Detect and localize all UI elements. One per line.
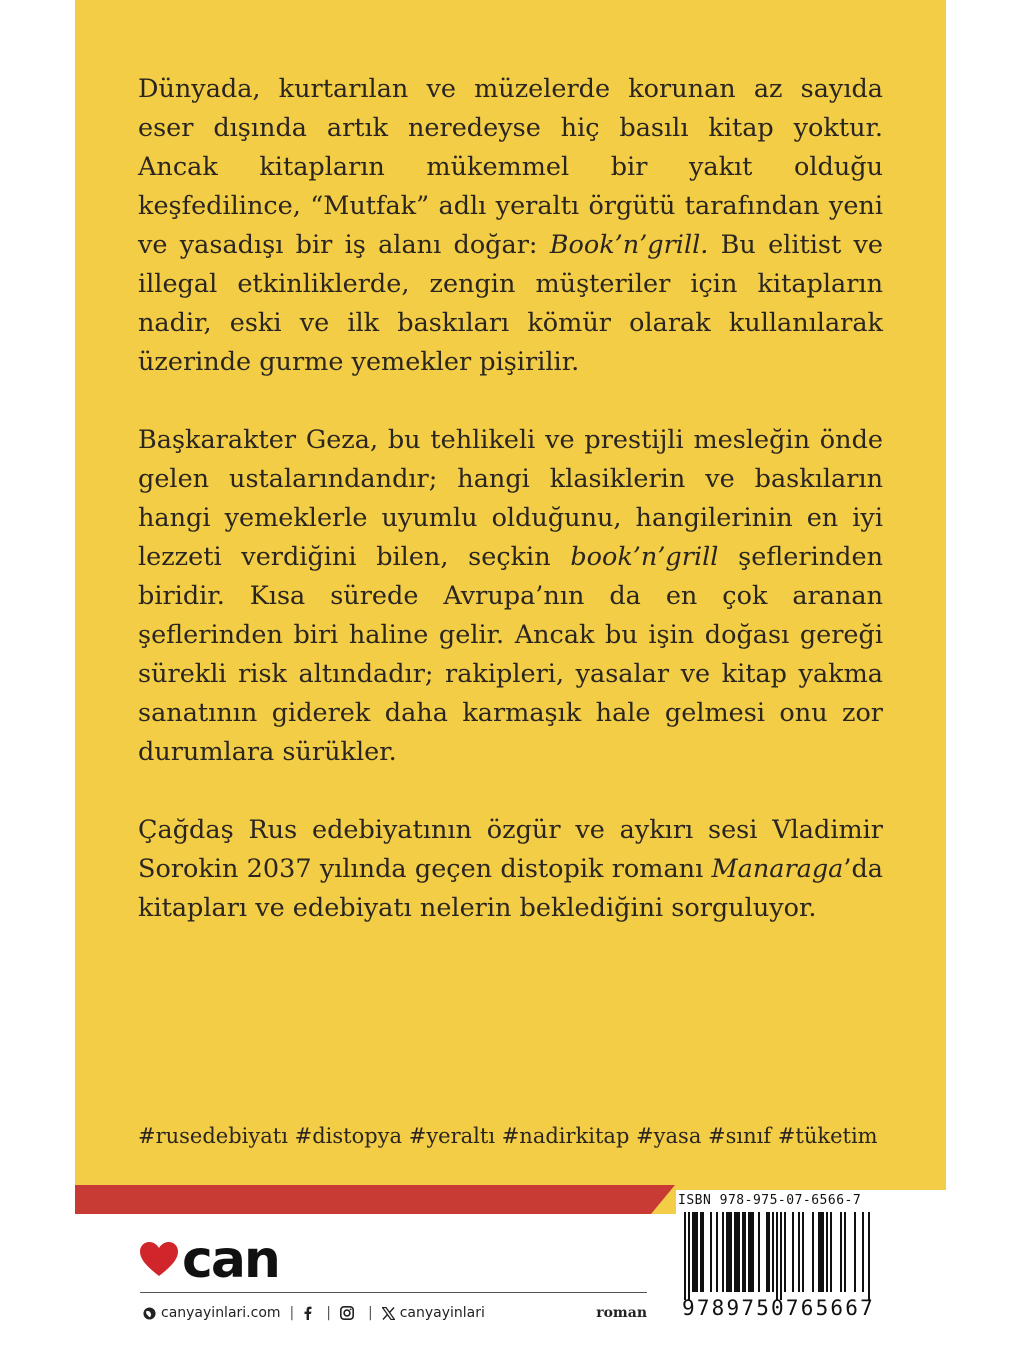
- heart-icon: [140, 1242, 178, 1278]
- barcode-bar: [820, 1212, 822, 1292]
- barcode-bar: [744, 1212, 746, 1292]
- barcode-bar: [768, 1212, 770, 1292]
- barcode-bar: [722, 1212, 724, 1292]
- barcode-bar: [780, 1212, 782, 1300]
- blurb-text: [138, 70, 883, 967]
- barcode-bar: [862, 1212, 864, 1292]
- barcode-bar: [758, 1212, 760, 1292]
- barcode-bar: [694, 1212, 696, 1292]
- barcode-bar: [792, 1212, 794, 1292]
- footer-divider: [140, 1292, 647, 1293]
- barcode-bar: [826, 1212, 828, 1292]
- barcode-bar: [738, 1212, 740, 1292]
- blurb-paragraph-1: Dünyada, kurtarılan ve müzelerde korunan az sayıda eser dışında artık neredeyse hiç basılı kitap yoktur. Ancak kitapların mükemmel bir yakıt olduğu keşfedilince, “Mutfak” adlı yeraltı örgütü tarafından yeni ve yasadışı bir iş alanı doğar: Book’n’grill. Bu elitist ve illegal etkinliklerde, zengin müşteriler için kitapların nadir, eski ve ilk baskıları kömür olarak kullanılarak üzerinde gurme yemekler pişirilir.: [138, 74, 883, 377]
- barcode-bar: [734, 1212, 736, 1292]
- separator: |: [326, 1305, 331, 1321]
- barcode-bar: [688, 1212, 690, 1300]
- barcode-bar: [844, 1212, 846, 1292]
- barcode-bar: [840, 1212, 842, 1292]
- barcode-bar: [798, 1212, 800, 1292]
- barcode-bar: [696, 1212, 698, 1292]
- barcode-bar: [730, 1212, 732, 1292]
- blurb-paragraph-3: Çağdaş Rus edebiyatının özgür ve aykırı sesi Vladimir Sorokin 2037 yılında geçen distopik romanı Manaraga’da kitapları ve edebiyatı nelerin beklediğini sorguluyor.: [138, 815, 883, 923]
- barcode-bar: [818, 1212, 820, 1292]
- x-icon[interactable]: [382, 1307, 395, 1320]
- isbn-label: ISBN 978-975-07-6566-7: [678, 1193, 862, 1208]
- barcode-bar: [868, 1212, 870, 1300]
- barcode-bar: [830, 1212, 832, 1292]
- barcode-bar: [726, 1212, 728, 1292]
- barcode-bar: [700, 1212, 702, 1292]
- publisher-logo: [140, 1230, 279, 1290]
- barcode-bar: [684, 1212, 686, 1300]
- barcode-bar: [784, 1212, 786, 1292]
- separator: |: [367, 1305, 373, 1321]
- barcode-bar: [766, 1212, 768, 1292]
- barcode-bar: [748, 1212, 750, 1292]
- separator: |: [289, 1305, 295, 1321]
- barcode-bar: [728, 1212, 730, 1292]
- x-handle[interactable]: canyayinlari: [399, 1305, 485, 1321]
- barcode-bar: [742, 1212, 744, 1292]
- red-stripe: [75, 1185, 675, 1214]
- blurb-paragraph-2: Başkarakter Geza, bu tehlikeli ve prestijli mesleğin önde gelen ustalarındandır; hangi klasiklerin ve baskıların hangi yemeklerle uyumlu olduğunu, hangilerinin en iyi lezzeti verdiğini bilen, seçkin book’n’grill şeflerinden biridir. Kısa sürede Avrupa’nın da en çok aranan şeflerinden biri haline gelir. Ancak bu işin doğası gereği sürekli risk altındadır; rakipleri, yasalar ve kitap yakma sanatının giderek daha karmaşık hale gelmesi onu zor durumlara sürükler.: [138, 425, 883, 767]
- barcode-bar: [854, 1212, 856, 1292]
- barcode-bar: [752, 1212, 754, 1292]
- globe-icon: [143, 1307, 156, 1320]
- barcode-bar: [716, 1212, 718, 1292]
- barcode-bar: [822, 1212, 824, 1292]
- barcode-bar: [812, 1212, 814, 1292]
- genre-label: roman: [596, 1305, 647, 1321]
- barcode-digits: 9789750765667: [682, 1296, 875, 1320]
- barcode-bar: [702, 1212, 704, 1292]
- hashtags: #rusedebiyatı #distopya #yeraltı #nadirkitap #yasa #sınıf #tüketim: [138, 1124, 878, 1148]
- footer-links: [143, 1303, 647, 1323]
- barcode-bar: [710, 1212, 712, 1292]
- back-cover: [75, 0, 946, 1360]
- instagram-icon[interactable]: [340, 1306, 354, 1320]
- barcode-bar: [692, 1212, 694, 1292]
- website-link[interactable]: canyayinlari.com: [161, 1305, 281, 1321]
- barcode-bar: [772, 1212, 774, 1292]
- facebook-icon[interactable]: [303, 1306, 312, 1320]
- barcode-bar: [750, 1212, 752, 1292]
- logo-wordmark: can: [182, 1230, 279, 1290]
- barcode-bar: [802, 1212, 804, 1292]
- barcode: [676, 1212, 872, 1300]
- barcode-bar: [736, 1212, 738, 1292]
- barcode-bar: [776, 1212, 778, 1300]
